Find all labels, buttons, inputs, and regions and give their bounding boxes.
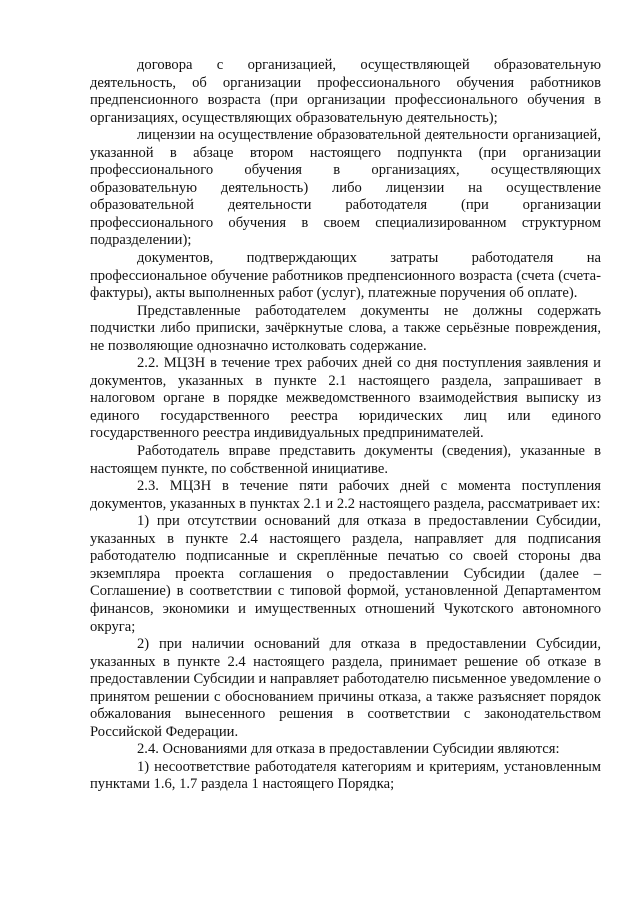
paragraph-cost-documents: документов, подтверждающих затраты работодателя на профессиональное обучение работников предпенсионного возраста (счета (счета-фактуры), акты выполненных работ (услуг), платежные поручения об оплате). bbox=[90, 250, 601, 302]
paragraph-item-2-refusal: 2) при наличии оснований для отказа в предоставлении Субсидии, указанных в пункте 2.4 настоящего раздела, принимает решение об отказе в предоставлении Субсидии и направляет работодателю письменное уведомление о принятом решении с обоснованием причины отказа, а также разъясняет порядок обжалования вынесенного решения в соответствии с законодательством Российской Федерации. bbox=[90, 636, 601, 740]
paragraph-license: лицензии на осуществление образовательной деятельности организацией, указанной в абзаце втором настоящего подпункта (при организации профессионального обучения в организациях, осуществляющих образовательную деятельность) либо лицензии на осуществление образовательной деятельности работодателя (при организации профессионального обучения в своем специализированном структурном подразделении); bbox=[90, 127, 601, 249]
paragraph-clause-2-4: 2.4. Основаниями для отказа в предоставлении Субсидии являются: bbox=[137, 741, 560, 758]
paragraph-clause-2-3: 2.3. МЦЗН в течение пяти рабочих дней с момента поступления документов, указанных в пунктах 2.1 и 2.2 настоящего раздела, рассматривает их: bbox=[90, 478, 601, 512]
paragraph-contract: договора с организацией, осуществляющей образовательную деятельность, об организации профессионального обучения работников предпенсионного возраста (при организации профессионального обучения в организациях, осуществляющих образовательную деятельность); bbox=[90, 57, 601, 126]
document-body bbox=[90, 57, 601, 794]
paragraph-clause-2-2: 2.2. МЦЗН в течение трех рабочих дней со дня поступления заявления и документов, указанных в пункте 2.1 настоящего раздела, запрашивает в налоговом органе в порядке межведомственного взаимодействия выписку из единого государственного реестра юридических лиц или единого государственного реестра индивидуальных предпринимателей. bbox=[90, 355, 601, 442]
paragraph-employer-initiative: Работодатель вправе представить документы (сведения), указанные в настоящем пункте, по собственной инициативе. bbox=[90, 443, 601, 477]
paragraph-item-1-mismatch: 1) несоответствие работодателя категориям и критериям, установленным пунктами 1.6, 1.7 раздела 1 настоящего Порядка; bbox=[90, 758, 601, 793]
paragraph-document-requirements: Представленные работодателем документы не должны содержать подчистки либо приписки, зачёркнутые слова, а также серьёзные повреждения, не позволяющие однозначно истолковать содержание. bbox=[90, 302, 601, 354]
paragraph-item-1-no-grounds: 1) при отсутствии оснований для отказа в предоставлении Субсидии, указанных в пункте 2.4 настоящего раздела, направляет для подписания работодателю подписанные и скреплённые печатью со своей стороны два экземпляра проекта соглашения о предоставлении Субсидии (далее – Соглашение) в соответствии с типовой формой, установленной Департаментом финансов, экономики и имущественных отношений Чукотского автономного округа; bbox=[90, 513, 601, 635]
